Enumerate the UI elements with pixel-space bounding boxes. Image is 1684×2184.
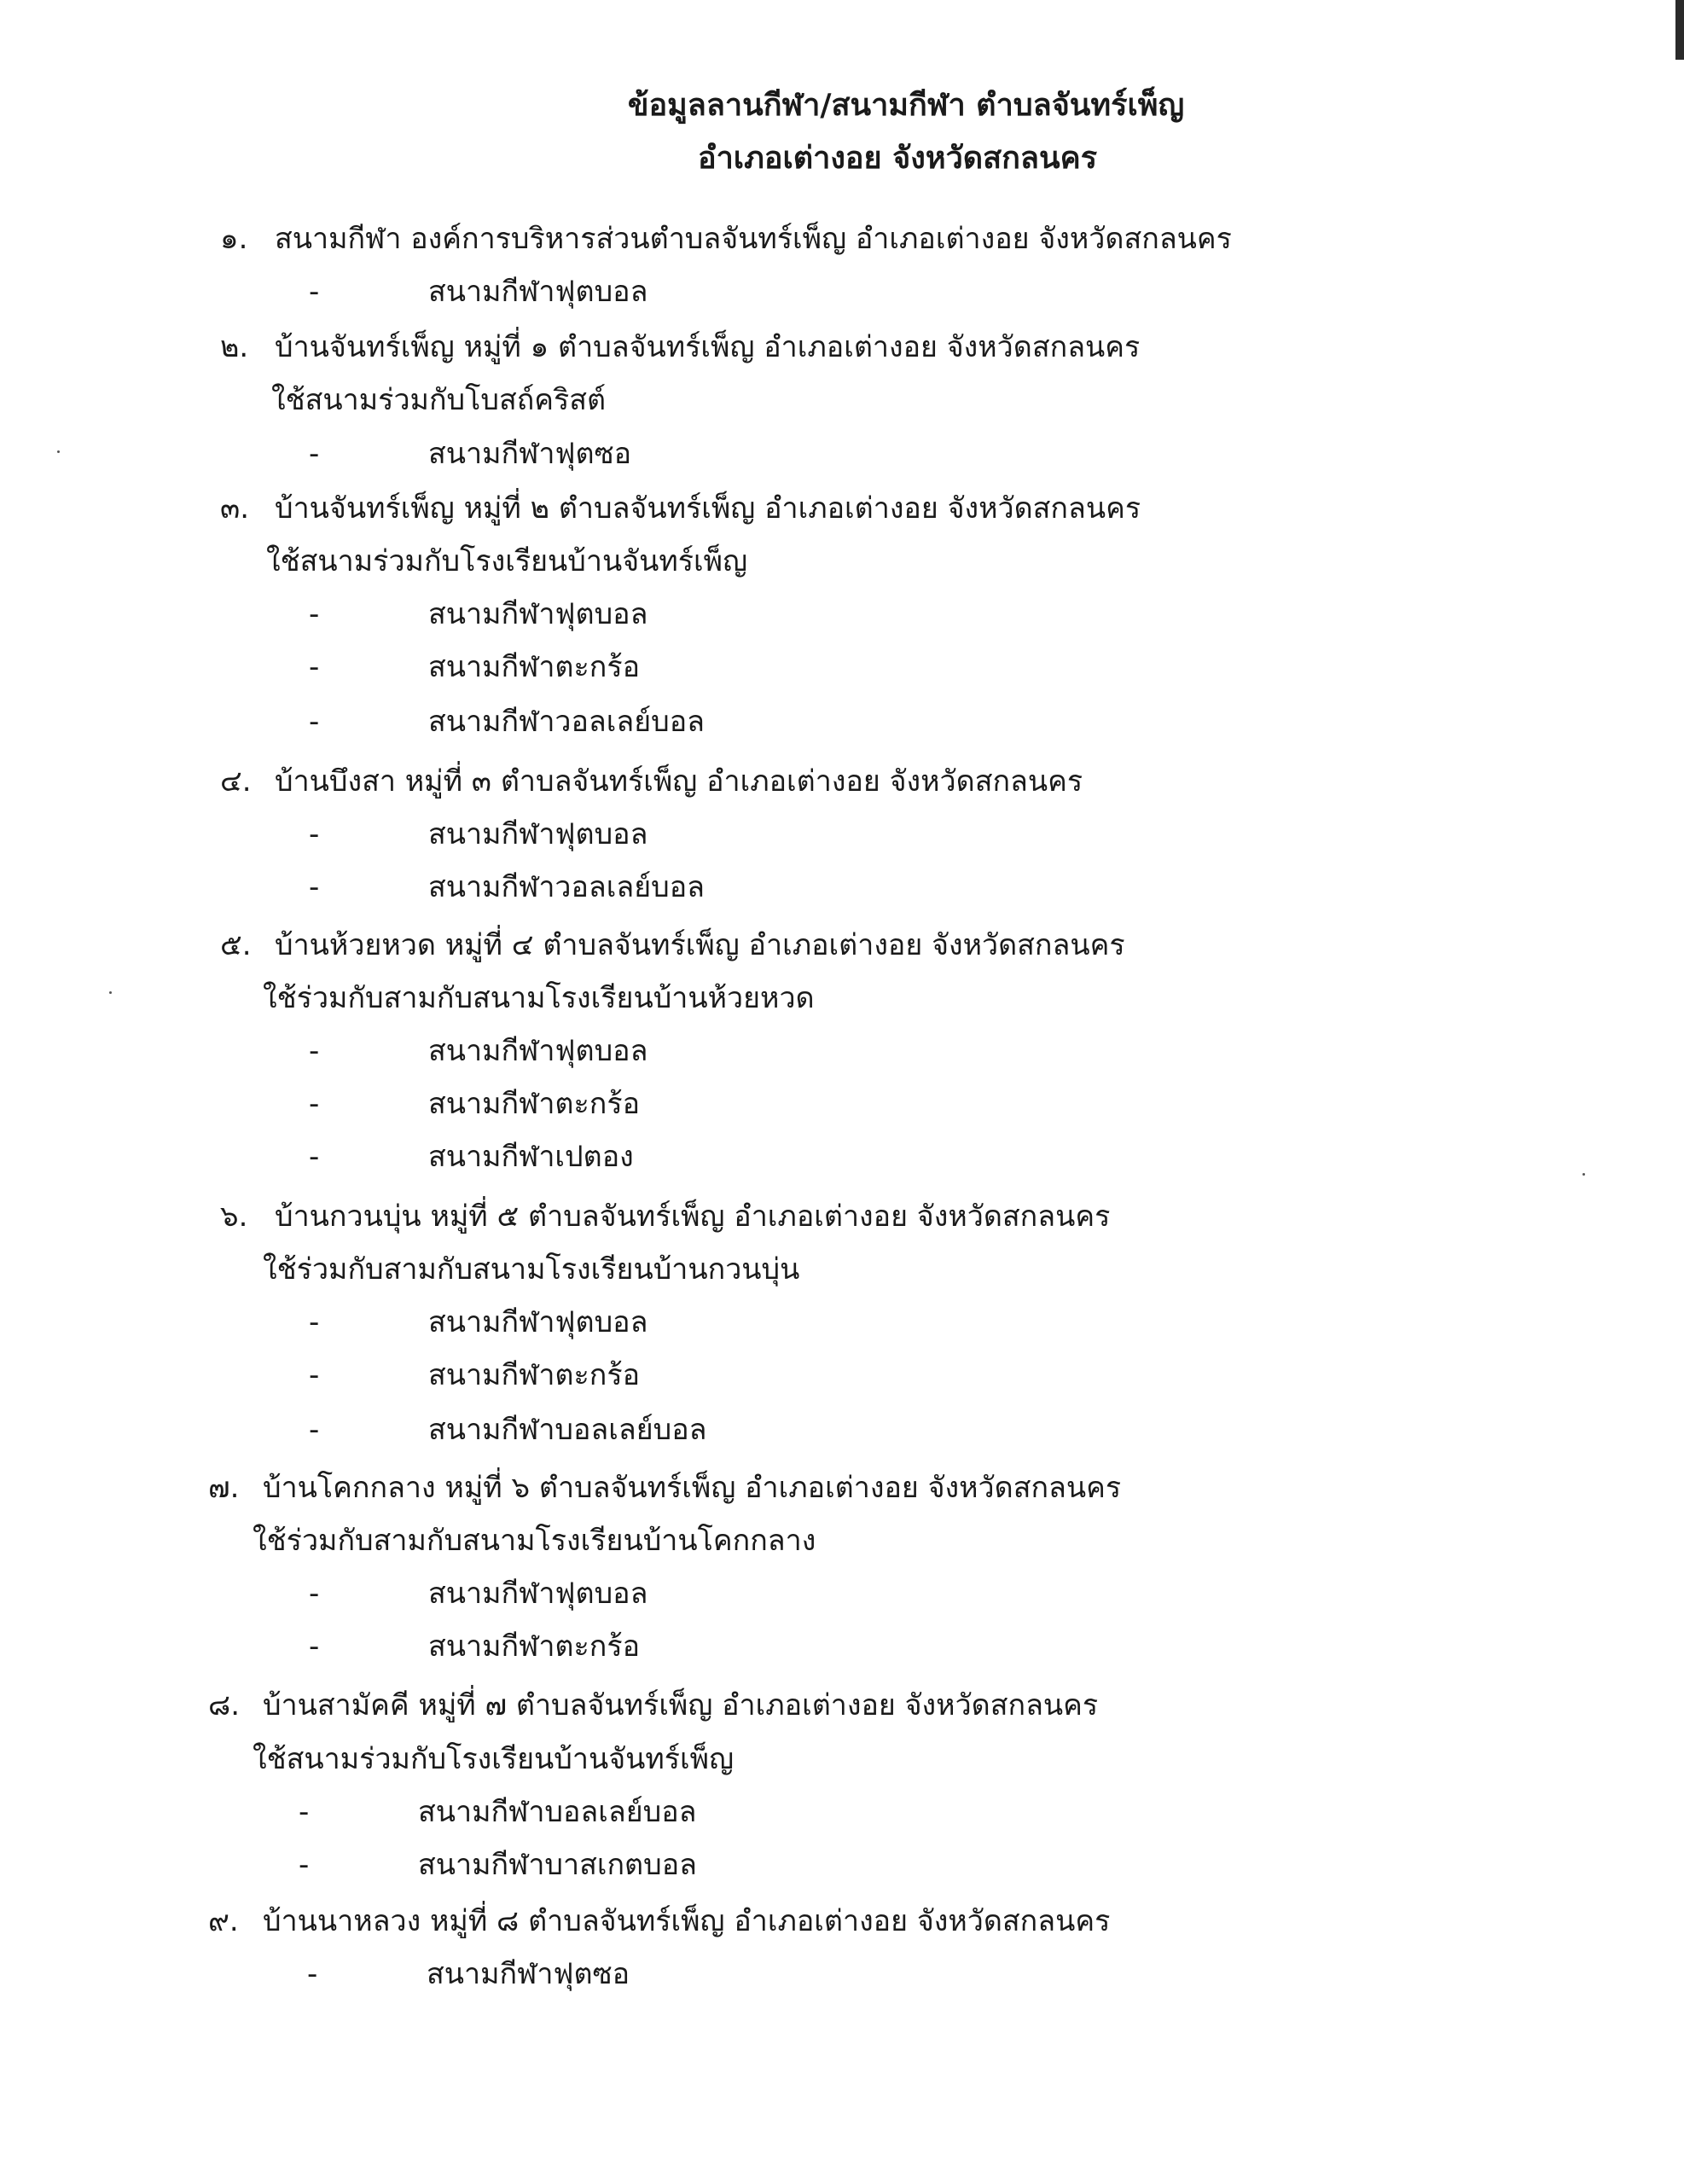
list-item-number: ๘.: [208, 1688, 241, 1722]
facility-item: สนามกีฬาฟุตบอล: [428, 275, 648, 309]
bullet-dash: -: [309, 437, 320, 471]
list-item-text: สนามกีฬา องค์การบริหารส่วนตำบลจันทร์เพ็ญ อำเภอเต่างอย จังหวัดสกลนคร: [275, 222, 1232, 256]
list-item-text: บ้านนาหลวง หมู่ที่ ๘ ตำบลจันทร์เพ็ญ อำเภอเต่างอย จังหวัดสกลนคร: [263, 1904, 1111, 1938]
bullet-dash: -: [309, 705, 320, 739]
list-item-note: ใช้ร่วมกับสามกับสนามโรงเรียนบ้านกวนบุ่น: [263, 1252, 800, 1287]
facility-item: สนามกีฬาเปตอง: [428, 1140, 634, 1174]
facility-item: สนามกีฬาฟุตบอล: [428, 597, 648, 631]
document-subtitle: อำเภอเต่างอย จังหวัดสกลนคร: [697, 141, 1098, 176]
facility-item: สนามกีฬาฟุตบอล: [428, 1034, 648, 1068]
list-item-note: ใช้สนามร่วมกับโรงเรียนบ้านจันทร์เพ็ญ: [266, 544, 748, 578]
list-item-text: บ้านห้วยหวด หมู่ที่ ๔ ตำบลจันทร์เพ็ญ อำเภอเต่างอย จังหวัดสกลนคร: [275, 928, 1125, 962]
list-item: [220, 1196, 1110, 1237]
list-item-number: ๔.: [220, 764, 252, 799]
list-item-text: บ้านจันทร์เพ็ญ หมู่ที่ ๑ ตำบลจันทร์เพ็ญ อำเภอเต่างอย จังหวัดสกลนคร: [275, 330, 1141, 364]
facility-item: สนามกีฬาฟุตบอล: [428, 1305, 648, 1339]
list-item-text: บ้านสามัคคี หมู่ที่ ๗ ตำบลจันทร์เพ็ญ อำเภอเต่างอย จังหวัดสกลนคร: [263, 1688, 1099, 1722]
scan-speck: [1582, 1173, 1585, 1176]
facility-item: สนามกีฬาบาสเกตบอล: [418, 1848, 697, 1882]
bullet-dash: -: [309, 1034, 320, 1068]
list-item-number: ๑.: [220, 222, 248, 256]
list-item-text: บ้านกวนบุ่น หมู่ที่ ๕ ตำบลจันทร์เพ็ญ อำเภอเต่างอย จังหวัดสกลนคร: [275, 1199, 1111, 1234]
facility-item: สนามกีฬาตะกร้อ: [428, 1629, 641, 1664]
bullet-dash: -: [309, 1358, 320, 1392]
list-item: [220, 327, 1140, 368]
list-item-text: บ้านโคกกลาง หมู่ที่ ๖ ตำบลจันทร์เพ็ญ อำเภอเต่างอย จังหวัดสกลนคร: [263, 1471, 1122, 1505]
list-item: [208, 1901, 1110, 1942]
facility-item: สนามกีฬาบอลเลย์บอล: [418, 1795, 697, 1829]
facility-item: สนามกีฬาฟุตบอล: [428, 817, 648, 851]
list-item-note: ใช้สนามร่วมกับโบสถ์คริสต์: [271, 383, 607, 417]
list-item-number: ๒.: [220, 330, 249, 364]
list-item: [208, 1467, 1121, 1508]
facility-item: สนามกีฬาฟุตซอ: [428, 437, 632, 471]
scan-speck: [109, 991, 112, 994]
list-item-text: บ้านจันทร์เพ็ญ หมู่ที่ ๒ ตำบลจันทร์เพ็ญ อำเภอเต่างอย จังหวัดสกลนคร: [275, 491, 1141, 526]
list-item: [220, 925, 1125, 966]
list-item-number: ๙.: [208, 1904, 239, 1938]
facility-item: สนามกีฬาวอลเลย์บอล: [428, 705, 705, 739]
facility-item: สนามกีฬาตะกร้อ: [428, 1358, 641, 1392]
list-item-number: ๓.: [220, 491, 250, 526]
bullet-dash: -: [307, 1957, 318, 1991]
list-item: [220, 761, 1083, 802]
bullet-dash: -: [309, 870, 320, 904]
bullet-dash: -: [309, 1140, 320, 1174]
list-item-note: ใช้ร่วมกับสามกับสนามโรงเรียนบ้านห้วยหวด: [263, 981, 815, 1015]
document-title: ข้อมูลลานกีฬา/สนามกีฬา ตำบลจันทร์เพ็ญ: [627, 88, 1185, 123]
scan-edge-mark: [1675, 0, 1684, 60]
bullet-dash: -: [309, 1577, 320, 1611]
bullet-dash: -: [309, 1413, 320, 1447]
list-item: [220, 488, 1141, 529]
list-item-number: ๗.: [208, 1471, 240, 1505]
list-item-note: ใช้สนามร่วมกับโรงเรียนบ้านจันทร์เพ็ญ: [253, 1742, 735, 1776]
bullet-dash: -: [309, 650, 320, 684]
list-item-text: บ้านบึงสา หมู่ที่ ๓ ตำบลจันทร์เพ็ญ อำเภอเต่างอย จังหวัดสกลนคร: [275, 764, 1083, 799]
facility-item: สนามกีฬาวอลเลย์บอล: [428, 870, 705, 904]
bullet-dash: -: [309, 817, 320, 851]
list-item-number: ๖.: [220, 1199, 248, 1234]
facility-item: สนามกีฬาฟุตบอล: [428, 1577, 648, 1611]
bullet-dash: -: [309, 1629, 320, 1664]
facility-item: สนามกีฬาตะกร้อ: [428, 1087, 641, 1121]
facility-item: สนามกีฬาบอลเลย์บอล: [428, 1413, 707, 1447]
bullet-dash: -: [299, 1848, 310, 1882]
bullet-dash: -: [309, 597, 320, 631]
scan-speck: [57, 450, 60, 453]
facility-item: สนามกีฬาตะกร้อ: [428, 650, 641, 684]
facility-item: สนามกีฬาฟุตซอ: [427, 1957, 630, 1991]
bullet-dash: -: [309, 1305, 320, 1339]
bullet-dash: -: [309, 275, 320, 309]
list-item: [220, 218, 1232, 259]
bullet-dash: -: [299, 1795, 310, 1829]
list-item: [208, 1685, 1098, 1726]
list-item-number: ๕.: [220, 928, 252, 962]
list-item-note: ใช้ร่วมกับสามกับสนามโรงเรียนบ้านโคกกลาง: [253, 1524, 816, 1558]
bullet-dash: -: [309, 1087, 320, 1121]
